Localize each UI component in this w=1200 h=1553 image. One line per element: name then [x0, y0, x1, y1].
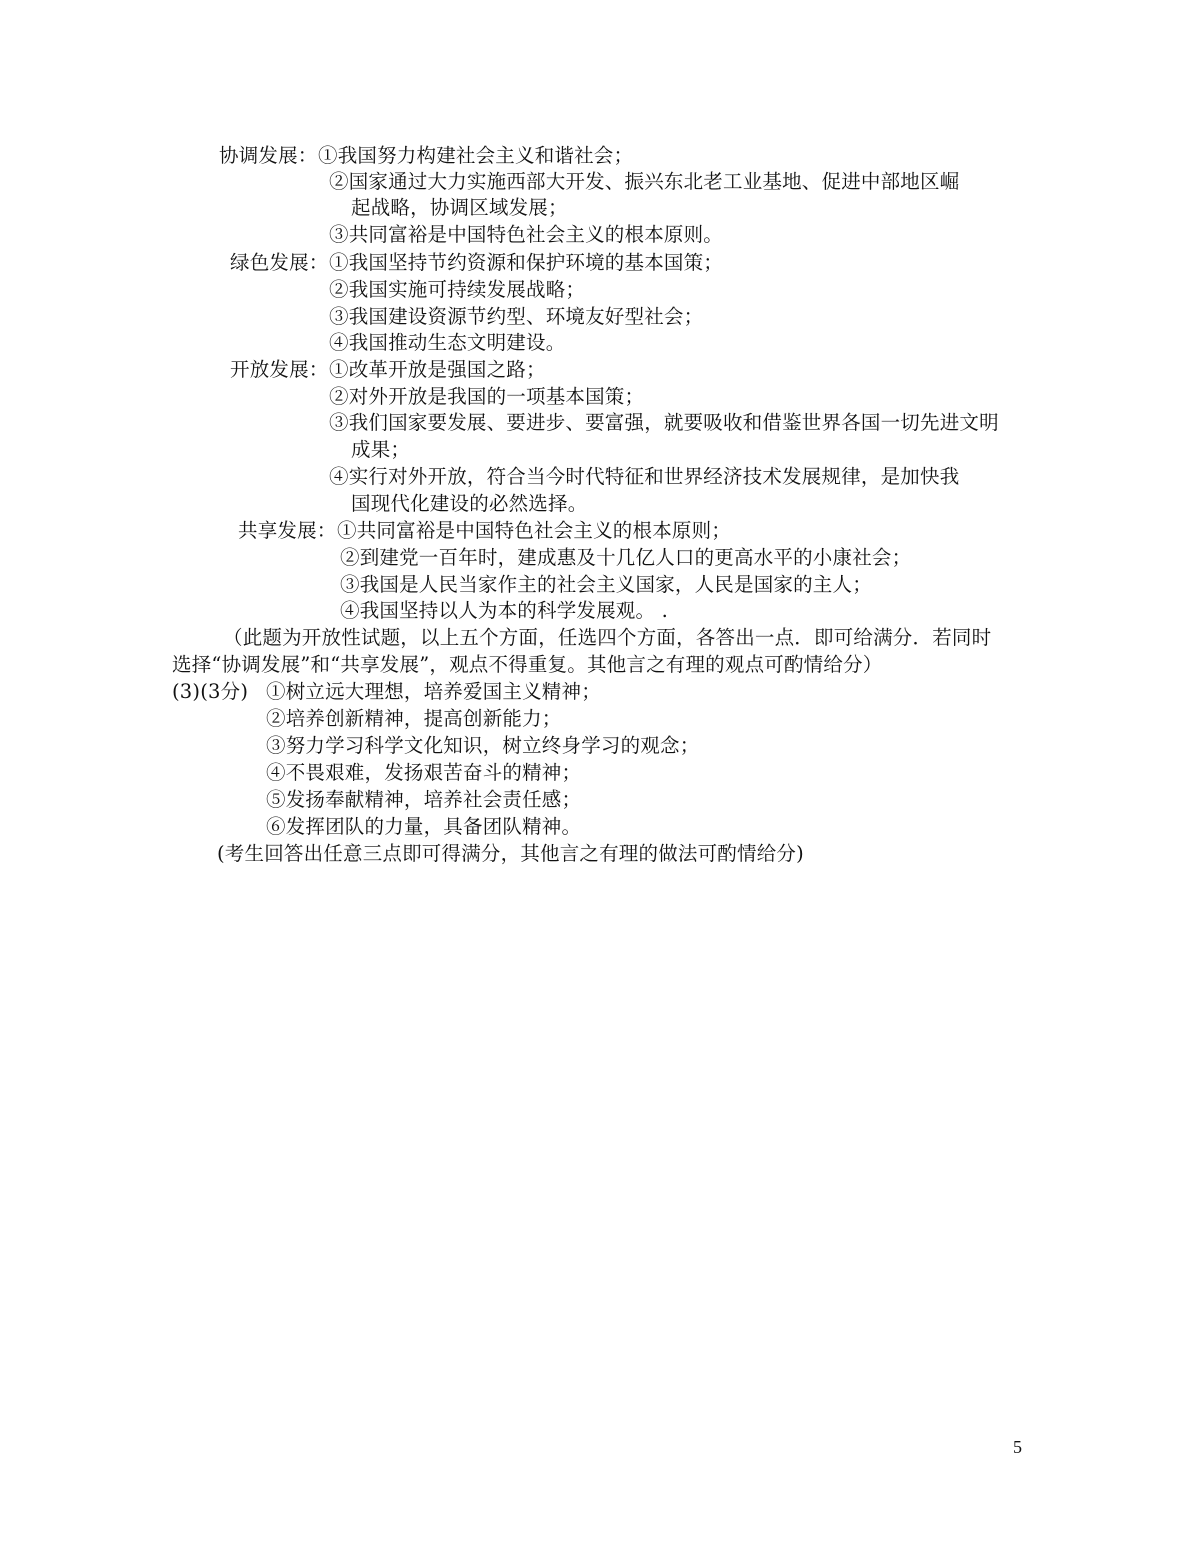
- section-label-shared: 共享发展：: [238, 519, 337, 542]
- list-item: ①改革开放是强国之路；: [329, 358, 546, 381]
- page-number: 5: [1013, 1437, 1022, 1457]
- list-item: ③我国是人民当家作主的社会主义国家，人民是国家的主人；: [340, 573, 872, 596]
- list-item: ④不畏艰难，发扬艰苦奋斗的精神；: [266, 761, 582, 784]
- scoring-note: 选择“协调发展”和“共享发展”，观点不得重复。其他言之有理的观点可酌情给分）: [172, 653, 883, 676]
- list-item: ②对外开放是我国的一项基本国策；: [329, 385, 645, 408]
- list-item: ②我国实施可持续发展战略；: [329, 278, 586, 301]
- scoring-note: (考生回答出任意三点即可得满分，其他言之有理的做法可酌情给分): [217, 842, 804, 865]
- list-item: ④实行对外开放，符合当今时代特征和世界经济技术发展规律，是加快我: [329, 465, 960, 488]
- list-item: ③共同富裕是中国特色社会主义的根本原则。: [329, 223, 724, 246]
- list-item: ①我国坚持节约资源和保护环境的基本国策；: [329, 251, 724, 274]
- list-item: ①共同富裕是中国特色社会主义的根本原则；: [337, 519, 732, 542]
- scoring-note: （此题为开放性试题，以上五个方面，任选四个方面，各答出一点．即可给满分．若同时: [223, 626, 992, 649]
- list-item: ③我们国家要发展、要进步、要富强，就要吸收和借鉴世界各国一切先进文明: [329, 411, 999, 434]
- list-item-continuation: 成果；: [351, 438, 411, 461]
- list-item: ②到建党一百年时，建成惠及十几亿人口的更高水平的小康社会；: [340, 546, 912, 569]
- section-label-open: 开放发展：: [230, 358, 329, 381]
- section-label-green: 绿色发展：: [230, 251, 329, 274]
- list-item: ②培养创新精神，提高创新能力；: [266, 707, 562, 730]
- list-item: ③努力学习科学文化知识，树立终身学习的观念；: [266, 734, 700, 757]
- list-item: ③我国建设资源节约型、环境友好型社会；: [329, 305, 704, 328]
- list-item: ⑥发挥团队的力量，具备团队精神。: [266, 815, 582, 838]
- question-label: (3)(3分): [172, 680, 249, 703]
- list-item: ⑤发扬奉献精神，培养社会责任感；: [266, 788, 582, 811]
- list-item-continuation: 国现代化建设的必然选择。: [351, 492, 588, 515]
- list-item: ①树立远大理想，培养爱国主义精神；: [266, 680, 601, 703]
- list-item: ①我国努力构建社会主义和谐社会；: [318, 144, 634, 167]
- list-item: ④我国坚持以人为本的科学发展观。 .: [340, 599, 668, 622]
- list-item-continuation: 起战略，协调区域发展；: [351, 196, 568, 219]
- list-item: ②国家通过大力实施西部大开发、振兴东北老工业基地、促进中部地区崛: [329, 170, 960, 193]
- section-label-coordinated: 协调发展：: [219, 144, 318, 167]
- list-item: ④我国推动生态文明建设。: [329, 331, 566, 354]
